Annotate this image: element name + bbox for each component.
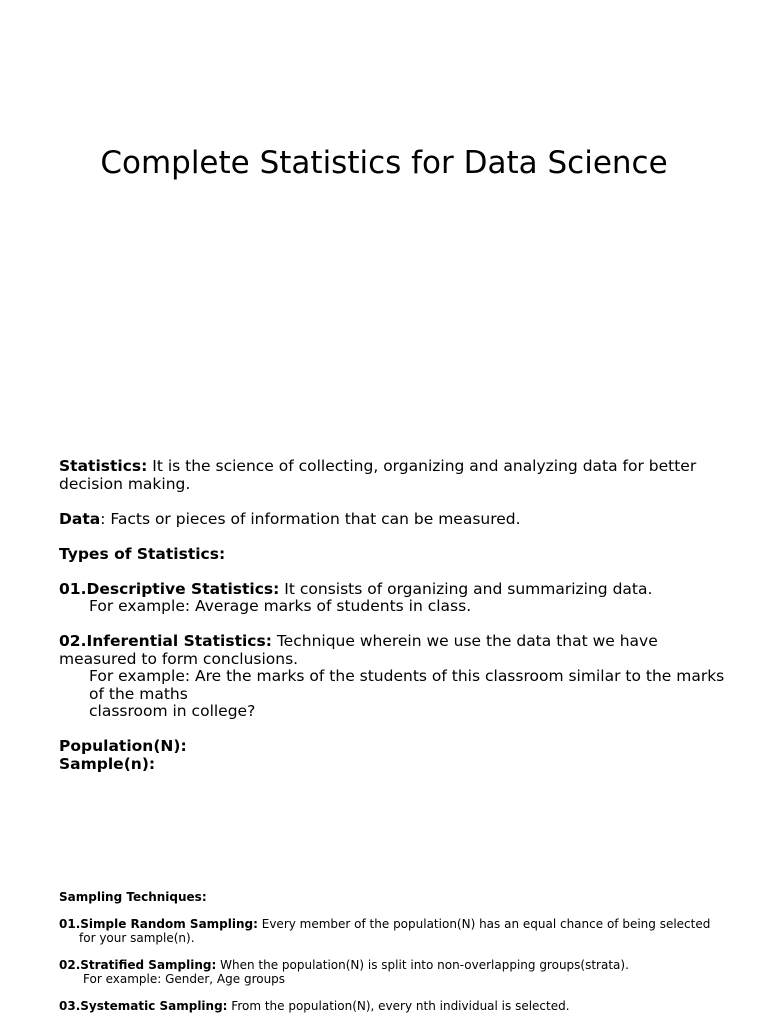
sampling-heading [59, 891, 739, 905]
systematic-text: From the population(N), every nth individual is selected. [227, 999, 570, 1014]
simple-random-sampling [59, 918, 739, 945]
inferential-example-line1 [59, 668, 739, 703]
descriptive-text: It consists of organizing and summarizing data. [279, 579, 653, 598]
inferential-example-line2: classroom in college? [89, 702, 256, 720]
descriptive-example: For example: Average marks of students in class. [89, 597, 472, 615]
simple-continuation: for your sample(n). [79, 930, 195, 945]
statistics-definition [59, 458, 739, 493]
data-definition [59, 511, 739, 529]
stratified-text: When the population(N) is split into non-overlapping groups(strata). [216, 958, 629, 973]
descriptive-statistics [59, 581, 739, 616]
statistics-text: It is the science of collecting, organizing and analyzing data for better decision making. [59, 457, 697, 493]
types-heading [59, 546, 739, 564]
simple-term: 01.Simple Random Sampling: [59, 917, 258, 932]
population-label [59, 738, 739, 756]
types-heading-text: Types of Statistics: [59, 544, 226, 563]
statistics-term: Statistics: [59, 457, 148, 475]
inferential-text: Technique wherein we use the data that we have measured to form conclusions. [59, 632, 658, 668]
sample-label [59, 756, 739, 774]
stratified-term: 02.Stratified Sampling: [59, 958, 217, 973]
inferential-example-text1: For example: Are the marks of the students of this classroom similar to the marks of the maths [89, 667, 725, 703]
data-text: : Facts or pieces of information that can be measured. [100, 509, 521, 528]
inferential-statistics [59, 633, 739, 721]
systematic-term: 03.Systematic Sampling: [59, 999, 228, 1014]
simple-text: Every member of the population(N) has an equal chance of being selected [257, 917, 711, 932]
sampling-section [59, 891, 739, 1027]
data-term: Data [59, 509, 101, 528]
population-text: Population(N): [59, 737, 187, 755]
stratified-sampling [59, 959, 739, 986]
stratified-example: For example: Gender, Age groups [83, 971, 286, 986]
descriptive-term: 01.Descriptive Statistics: [59, 579, 280, 598]
main-content [59, 458, 739, 773]
inferential-term: 02.Inferential Statistics: [59, 632, 272, 650]
page-title: Complete Statistics for Data Science [100, 145, 668, 181]
sample-text: Sample(n): [59, 754, 156, 773]
sampling-heading-text: Sampling Techniques: [59, 890, 207, 904]
systematic-sampling [59, 1000, 739, 1014]
